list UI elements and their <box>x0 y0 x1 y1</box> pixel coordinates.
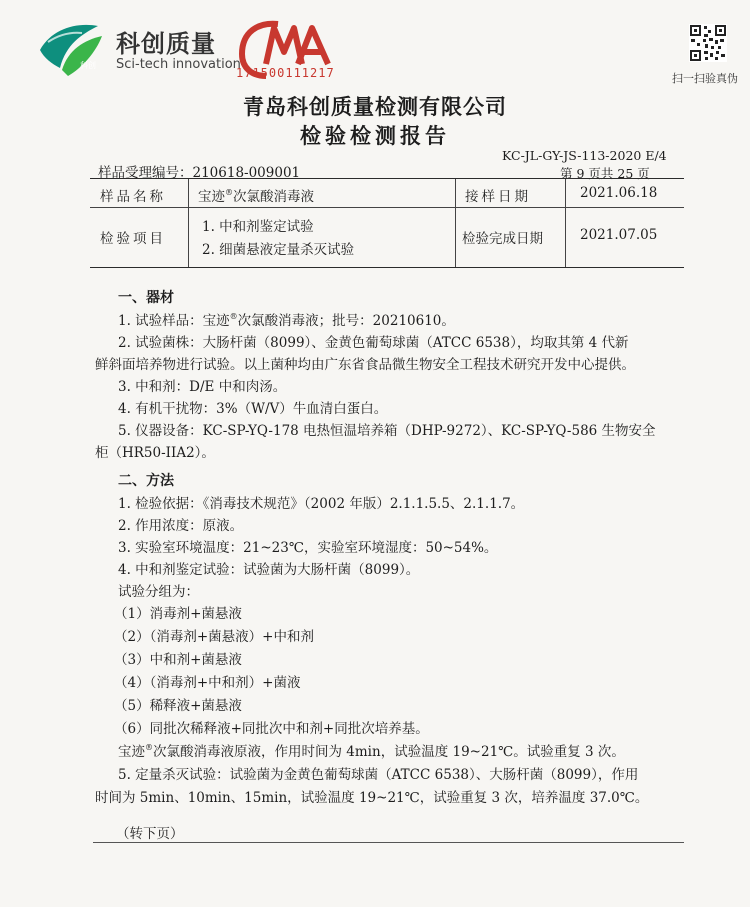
test-group-item: （2）（消毒剂+菌悬液）+中和剂 <box>114 629 314 645</box>
method-item-quantitative-kill: 5. 定量杀灭试验：试验菌为金黄色葡萄球菌（ATCC 6538）、大肠杆菌（8099），作用 <box>118 767 639 783</box>
complete-date-label: 检验完成日期 <box>462 231 543 247</box>
continued-note: （转下页） <box>116 826 184 842</box>
receive-date-value: 2021.06.18 <box>580 185 658 201</box>
equipment-item-instruments-cont: 柜（HR50-IIA2）。 <box>95 445 215 461</box>
equipment-item-neutralizer: 3. 中和剂：D/E 中和肉汤。 <box>118 379 287 395</box>
qr-code-icon <box>689 24 727 62</box>
equipment-item-strain: 2. 试验菌株：大肠杆菌（8099）、金黄色葡萄球菌（ATCC 6538），均取其第 4 代新 <box>118 335 629 351</box>
method-item-quantitative-kill-cont: 时间为 5min、10min、15min，试验温度 19~21℃，试验重复 3 次，培养温度 37.0℃。 <box>95 790 649 806</box>
neutralizer-test-note: 宝迹®次氯酸消毒液原液，作用时间为 4min，试验温度 19~21℃。试验重复 3 次。 <box>118 743 625 760</box>
test-group-item: （4）（消毒剂+中和剂）+菌液 <box>114 675 301 691</box>
equipment-item-interferent: 4. 有机干扰物：3%（W/V）牛血清白蛋白。 <box>118 401 388 417</box>
company-logo <box>38 18 241 82</box>
logo-chinese-name: 科创质量 <box>116 30 216 58</box>
method-item-environment: 3. 实验室环境温度：21~23℃，实验室环境湿度：50~54%。 <box>118 540 498 556</box>
complete-date-value: 2021.07.05 <box>580 227 658 243</box>
page-counter: 第 9 页共 25 页 <box>560 166 650 181</box>
test-item-1: 1. 中和剂鉴定试验 <box>202 219 314 235</box>
section-method-title: 二、方法 <box>118 473 174 489</box>
receive-date-label: 接样日期 <box>465 189 531 205</box>
method-item-basis: 1. 检验依据：《消毒技术规范》（2002 年版）2.1.1.5.5、2.1.1.7。 <box>118 496 525 512</box>
document-number: KC-JL-GY-JS-113-2020 E/4 <box>502 148 667 163</box>
sample-receipt-number: 样品受理编号：210618-009001 <box>98 165 301 181</box>
test-groups-title: 试验分组为： <box>118 584 199 600</box>
test-items-label: 检验项目 <box>100 231 166 247</box>
report-title: 检验检测报告 <box>300 123 450 148</box>
qr-code-label: 扫一扫验真伪 <box>672 72 738 85</box>
table-column-divider <box>455 179 456 267</box>
equipment-item-sample: 1. 试验样品：宝迹®次氯酸消毒液；批号：20210610。 <box>118 312 455 329</box>
footer-divider <box>93 842 684 843</box>
test-item-2: 2. 细菌悬液定量杀灭试验 <box>202 242 355 258</box>
leaf-logo-icon <box>38 20 112 80</box>
test-group-item: （1）消毒剂+菌悬液 <box>114 606 242 622</box>
svg-text:科创: 科创 <box>80 61 96 70</box>
sample-name-label: 样品名称 <box>100 189 166 205</box>
sample-info-table <box>90 178 684 268</box>
table-column-divider <box>188 179 189 267</box>
test-group-item: （3）中和剂+菌悬液 <box>114 652 242 668</box>
company-title: 青岛科创质量检测有限公司 <box>243 94 507 119</box>
logo-english-name: Sci-tech innovation <box>116 57 241 72</box>
test-group-item: （6）同批次稀释液+同批次中和剂+同批次培养基。 <box>114 721 429 737</box>
equipment-item-instruments: 5. 仪器设备：KC-SP-YQ-178 电热恒温培养箱（DHP-9272）、KC-SP-YQ-586 生物安全 <box>118 423 656 439</box>
table-column-divider <box>565 179 566 267</box>
cma-certificate-number: 171500111217 <box>236 66 335 80</box>
test-group-item: （5）稀释液+菌悬液 <box>114 698 242 714</box>
method-item-neutralizer-test: 4. 中和剂鉴定试验：试验菌为大肠杆菌（8099）。 <box>118 562 420 578</box>
section-equipment-title: 一、器材 <box>118 290 174 306</box>
sample-name-value: 宝迹®次氯酸消毒液 <box>198 188 314 205</box>
method-item-concentration: 2. 作用浓度：原液。 <box>118 518 244 534</box>
equipment-item-strain-cont: 鲜斜面培养物进行试验。以上菌种均由广东省食品微生物安全工程技术研究开发中心提供。 <box>95 357 635 373</box>
table-row-divider <box>455 207 684 208</box>
